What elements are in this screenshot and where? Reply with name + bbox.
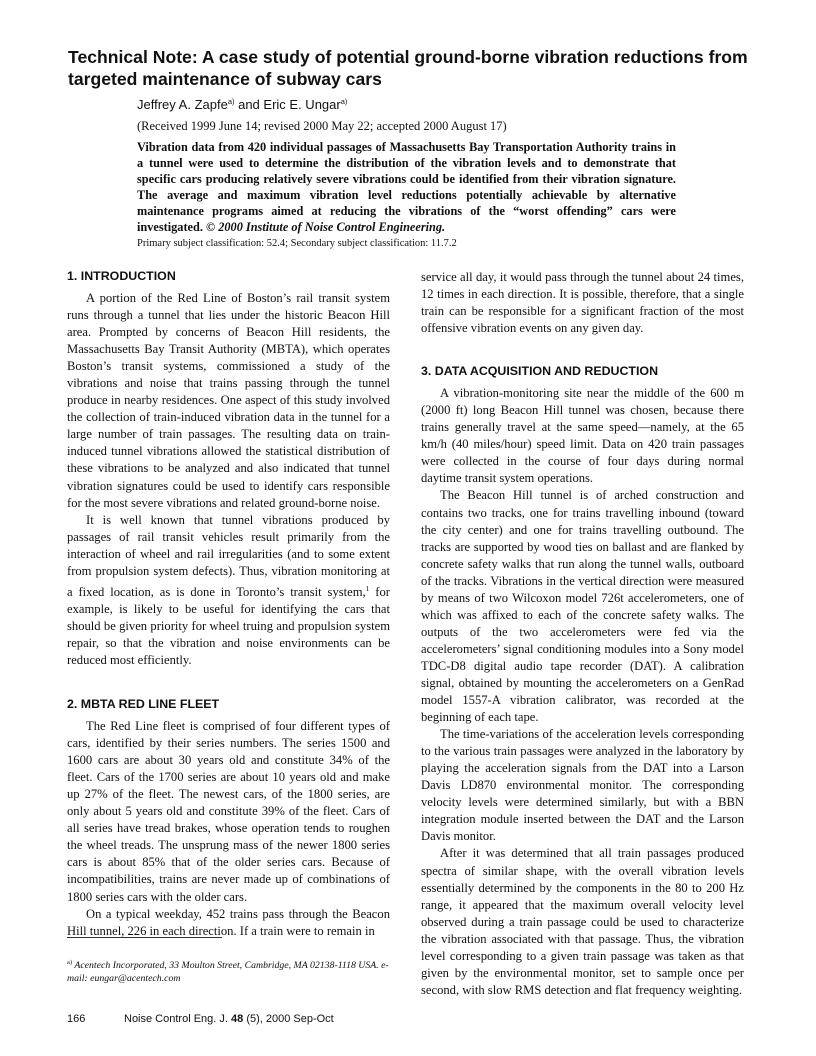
- subject-classification: Primary subject classification: 52.4; Secondary subject classification: 11.7.2: [137, 238, 457, 249]
- article-title: Technical Note: A case study of potential ground-borne vibration reductions from targeted maintenance of subway cars: [68, 47, 748, 89]
- section-heading-fleet: 2. MBTA RED LINE FLEET: [67, 697, 220, 712]
- right-column: [421, 269, 744, 999]
- journal-name: Noise Control Eng. J.: [124, 1013, 228, 1025]
- paragraph-text: It is well known that tunnel vibrations produced by passages of rail transit vehicles result primarily from the interaction of wheel and rail irregularities (and to some extent from propulsion system defects). Thus, vibration monitoring at a fixed location, as is done in Toronto’s transit system,: [67, 512, 390, 599]
- journal-volume: 48: [231, 1013, 244, 1025]
- section-heading-introduction: 1. INTRODUCTION: [67, 269, 176, 283]
- left-column: [67, 268, 390, 940]
- received-dates: (Received 1999 June 14; revised 2000 May 22; accepted 2000 August 17): [137, 119, 507, 133]
- paragraph-text: for example, is likely to be useful for identifying the cars that should be given priority for wheel truing and propulsion system repair, so that the vibration and noise environments can be reduced most efficiently.: [67, 584, 390, 667]
- journal-issue-date: (5), 2000 Sep-Oct: [246, 1013, 334, 1025]
- paragraph: After it was determined that all train passages produced spectra of similar shape, with the overall vibration levels essentially determined by the components in the 80 to 200 Hz range, it appeared that the maximum overall velocity level observed during a train passage could be used to characterize the vibration associated with that passage. Thus, the vibration level corresponding to a given train passage was taken as that given by the environmental monitor, set to sample once per second, with slow RMS detection and flat frequency weighting.: [421, 846, 744, 997]
- author-name: Eric E. Ungar: [263, 97, 341, 112]
- author-line: [137, 94, 347, 113]
- page-footer: [67, 1012, 567, 1026]
- paragraph-continuation: service all day, it would pass through the tunnel about 24 times, 12 times in each direction. It is possible, therefore, that a single train can be responsible for a significant fraction of the most offensive vibration events on any given day.: [421, 270, 744, 336]
- footnote-text: Acentech Incorporated, 33 Moulton Street, Cambridge, MA 02138-1118 USA. e-mail: eungar@acentech.com: [67, 960, 389, 984]
- affiliation-mark: a): [227, 97, 235, 106]
- paragraph: The Beacon Hill tunnel is of arched construction and contains two tracks, one for trains travelling inbound (toward the city center) and one for trains travelling outbound. The tracks are supported by wood ties on ballast and are flanked by concrete safety walks that run along the tunnel walls, outboard of the tracks. Vibrations in the vertical direction were measured by means of two Wilcoxon model 726t accelerometers, one of which was affixed to each of the concrete safety walks. The outputs of the two accelerometers were fed via the accelerometers’ signal conditioning modules into a Sony model TDC-D8 digital audio tape recorder (DAT). A calibration signal, obtained by mounting the accelerometers on a GenRad model 1557-A vibration calibrator, was recorded at the beginning of each tape.: [421, 488, 744, 725]
- paragraph: A portion of the Red Line of Boston’s rail transit system runs through a tunnel that lies under the historic Beacon Hill area. Prompted by concerns of Beacon Hill residents, the Massachusetts Bay Transit Authority (MBTA), which operates Boston’s transit systems, commissioned a study of the vibrations and noise that trains passing through the tunnel produce in nearby residences. One aspect of this study involved the collection of train-induced vibration data in the tunnel for a large number of train passages. The resulting data on train-induced tunnel vibrations allowed the statistical distribution of these vibrations to be analyzed and also indicated that tunnel vibration signatures could be used to identify cars responsible for the most severe vibrations and related ground-borne noise.: [67, 291, 390, 510]
- affiliation-mark: a): [340, 97, 348, 106]
- paragraph: On a typical weekday, 452 trains pass through the Beacon Hill tunnel, 226 in each direction. If a train were to remain in: [67, 906, 390, 938]
- footnote-mark: a): [67, 959, 73, 966]
- copyright-notice: © 2000 Institute of Noise Control Engineering.: [206, 220, 446, 234]
- author-name: Jeffrey A. Zapfe: [137, 97, 228, 112]
- paragraph: A vibration-monitoring site near the middle of the 600 m (2000 ft) long Beacon Hill tunnel was chosen, because there trains generally travel at the same speed—namely, at the 65 km/h (40 miles/hour) speed limit. Data on 420 train passages were collected in the course of four days during normal daytime transit system operations.: [421, 386, 744, 486]
- footnote-rule: [67, 937, 222, 938]
- section-heading-data-acquisition: 3. DATA ACQUISITION AND REDUCTION: [421, 364, 659, 379]
- abstract-text: Vibration data from 420 individual passages of Massachusetts Bay Transportation Authority trains in a tunnel were used to determine the distribution of the vibration levels and to demonstrate that specific cars producing relatively severe vibrations could be identified from their vibration signature. The average and maximum vibration level reductions potentially achievable by alternative maintenance programs aimed at reducing the vibrations of the “worst offending” cars were investigated.: [137, 140, 676, 234]
- paragraph: The time-variations of the acceleration levels corresponding to the various train passages were analyzed in the laboratory by playing the acceleration signals from the DAT into a Larson Davis LD870 environmental monitor. The corresponding velocity levels were determined similarly, but with a BBN integration module inserted between the DAT and the Larson Davis monitor.: [421, 727, 744, 844]
- paragraph: [67, 512, 390, 669]
- reference-mark: 1: [365, 583, 370, 593]
- paragraph: The Red Line fleet is comprised of four different types of cars, identified by their series numbers. The series 1500 and 1600 cars are about 30 years old and constitute 34% of the fleet. Cars of the 1700 series are about 10 years old and make up 27% of the fleet. The newest cars, of the 1800 series, are only about 5 years old and constitute 39% of the fleet. Cars of all series have tread brakes, whose operation tends to roughen the wheel treads. The unsprung mass of the newer 1800 series cars is about 85% that of the older series cars. Because of incompatibilities, trains are never made up of combinations of 1800 series cars with the older cars.: [67, 719, 390, 904]
- page-number: 166: [67, 1013, 86, 1025]
- abstract: [137, 139, 676, 235]
- author-conjunction: and: [234, 97, 264, 112]
- footnote: [67, 956, 390, 985]
